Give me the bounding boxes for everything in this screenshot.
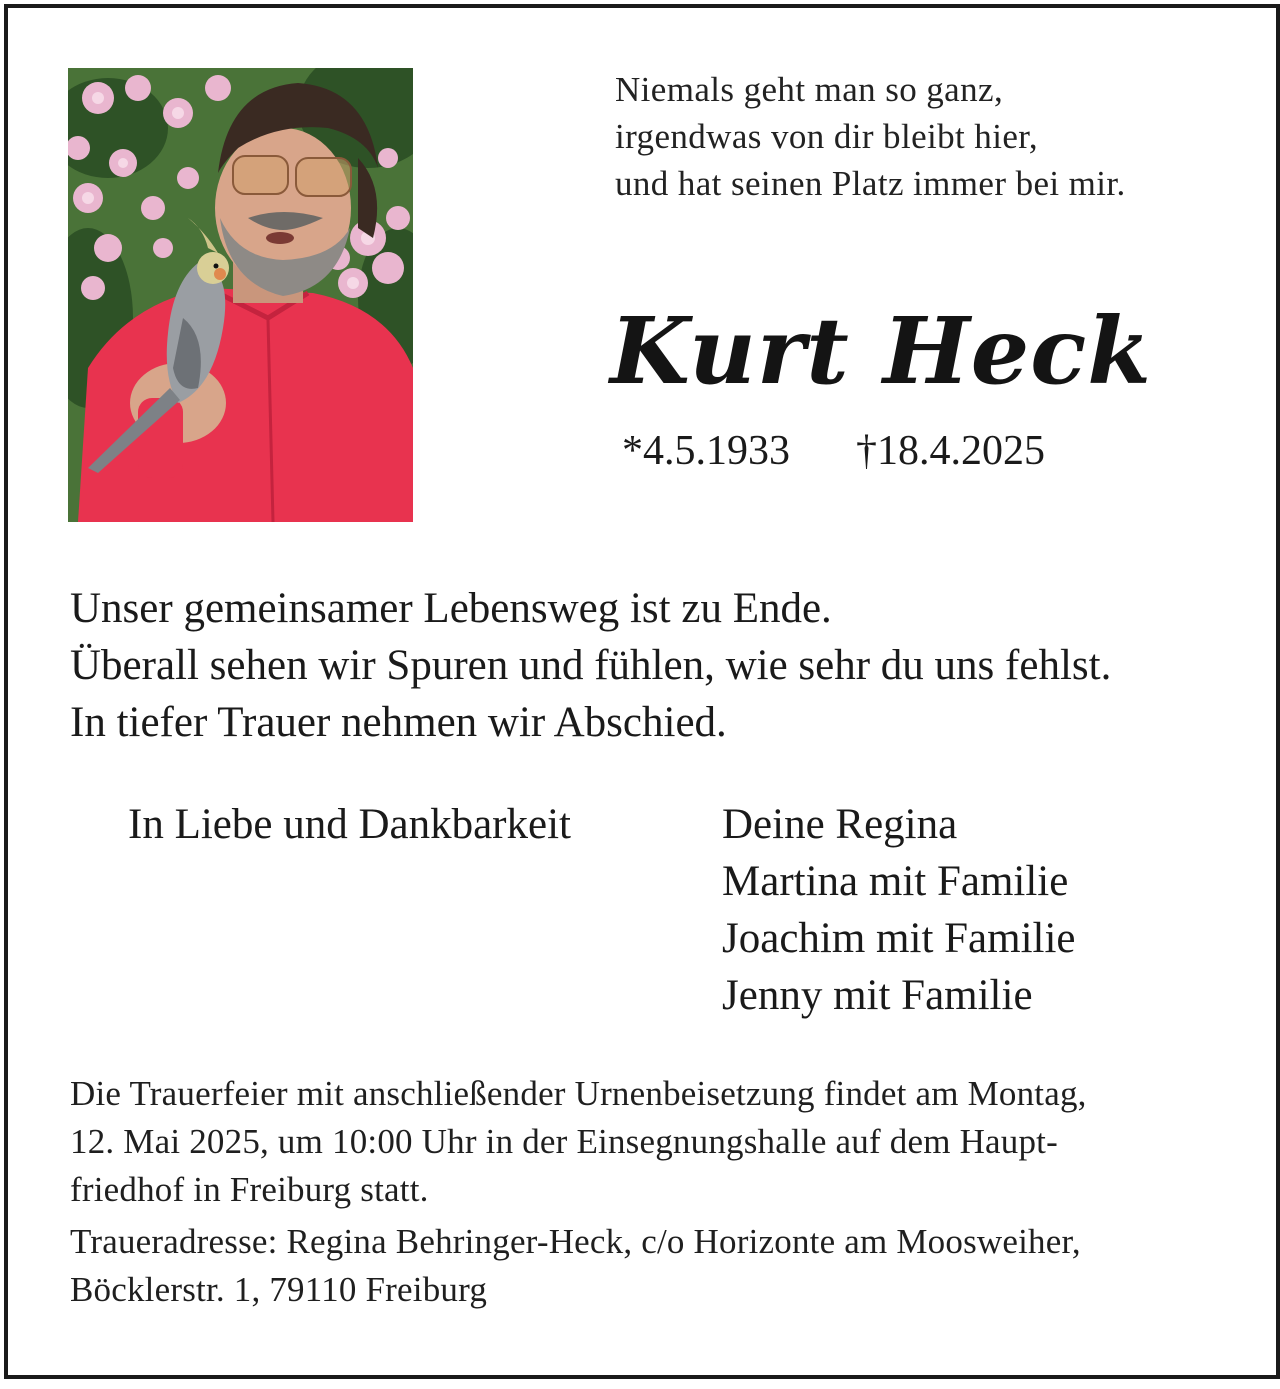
motto-verse bbox=[615, 66, 1126, 207]
ceremony-line: 12. Mai 2025, um 10:00 Uhr in der Einsegnungshalle auf dem Haupt- bbox=[70, 1122, 1058, 1161]
death-date: †18.4.2025 bbox=[856, 428, 1045, 474]
ceremony-notice bbox=[70, 1070, 1087, 1214]
ceremony-line: Die Trauerfeier mit anschließender Urnenbeisetzung findet am Montag, bbox=[70, 1074, 1087, 1113]
mourning-address bbox=[70, 1218, 1081, 1314]
motto-line: und hat seinen Platz immer bei mir. bbox=[615, 164, 1126, 203]
family-member: Jenny mit Familie bbox=[722, 972, 1033, 1019]
family-signatures bbox=[722, 796, 1076, 1024]
deceased-name: Kurt Heck bbox=[610, 297, 1153, 405]
motto-line: Niemals geht man so ganz, bbox=[615, 70, 1004, 109]
birth-date: *4.5.1933 bbox=[622, 428, 790, 474]
intro-text bbox=[70, 580, 1111, 751]
ceremony-line: friedhof in Freiburg statt. bbox=[70, 1170, 429, 1209]
intro-line: Unser gemeinsamer Lebensweg ist zu Ende. bbox=[70, 585, 832, 632]
address-line: Traueradresse: Regina Behringer-Heck, c/o Horizonte am Moosweiher, bbox=[70, 1222, 1081, 1261]
motto-line: irgendwas von dir bleibt hier, bbox=[615, 117, 1039, 156]
intro-line: In tiefer Trauer nehmen wir Abschied. bbox=[70, 699, 727, 746]
intro-line: Überall sehen wir Spuren und fühlen, wie sehr du uns fehlst. bbox=[70, 642, 1112, 689]
address-line: Böcklerstr. 1, 79110 Freiburg bbox=[70, 1270, 488, 1309]
family-member: Joachim mit Familie bbox=[722, 915, 1076, 962]
closing-phrase: In Liebe und Dankbarkeit bbox=[128, 801, 571, 848]
family-member: Deine Regina bbox=[722, 801, 958, 848]
portrait-photo bbox=[68, 68, 413, 522]
family-member: Martina mit Familie bbox=[722, 858, 1069, 905]
